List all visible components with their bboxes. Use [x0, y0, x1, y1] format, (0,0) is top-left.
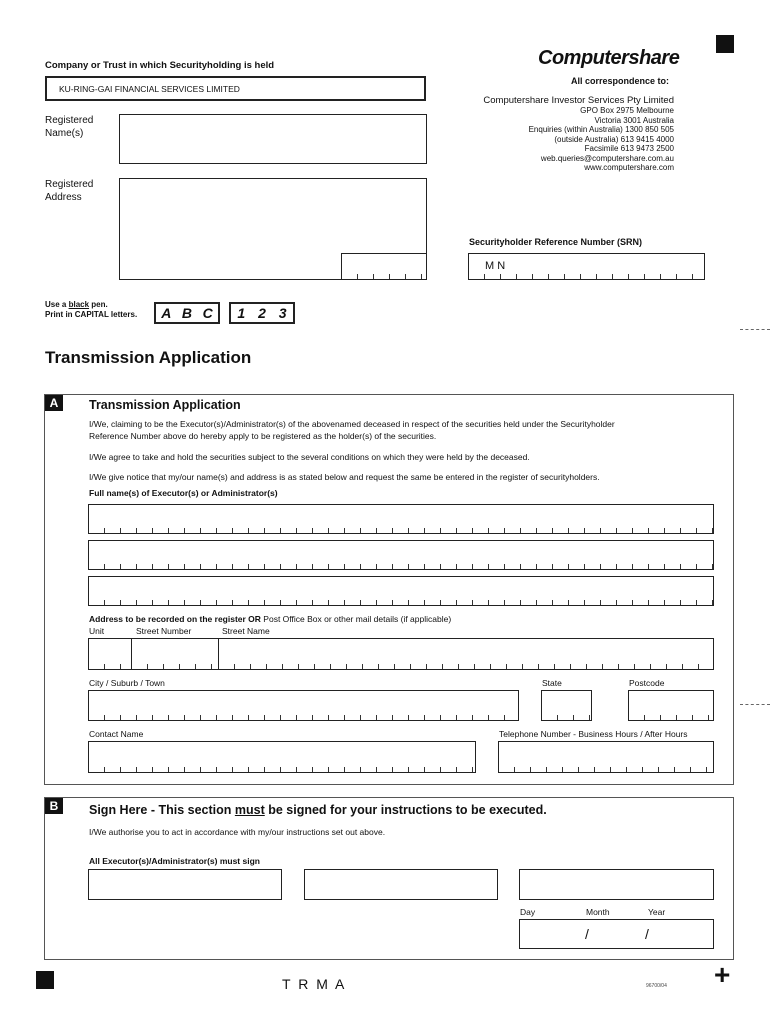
form-code: T R M A	[282, 976, 347, 992]
address-label: Address to be recorded on the register OR Post Office Box or other mail details (if applicable)	[89, 614, 452, 624]
example-digits-box	[229, 302, 295, 324]
postcode-label: Postcode	[629, 678, 665, 688]
contact-line: Computershare Investor Services Pty Limited	[483, 95, 674, 106]
computershare-logo: Computershare	[538, 47, 680, 69]
day-label: Day	[520, 907, 536, 917]
company-field[interactable]	[45, 76, 426, 101]
srn-value: M N	[485, 260, 506, 272]
street-number-label: Street Number	[136, 626, 192, 636]
example-letter: C	[202, 305, 213, 321]
contact-line: web.queries@computershare.com.au	[540, 153, 674, 163]
city-field[interactable]	[88, 690, 519, 721]
year-label: Year	[648, 907, 666, 917]
section-a-para3: I/We give notice that my/our name(s) and address is as stated below and request the same be entered in the register of securityholders.	[89, 472, 600, 482]
registered-postcode-field[interactable]	[341, 253, 427, 280]
section-b-heading: Sign Here - This section must be signed for your instructions to be executed.	[89, 803, 547, 817]
pen-instruction: Use a black pen. Print in CAPITAL letters.	[45, 300, 138, 319]
postcode-field[interactable]	[628, 690, 714, 721]
executor-name-field-1[interactable]	[88, 504, 714, 534]
unit-field[interactable]	[88, 638, 132, 670]
contact-name-field[interactable]	[88, 741, 476, 773]
example-digit: 2	[258, 305, 266, 321]
telephone-label: Telephone Number - Business Hours / After Hours	[499, 729, 688, 739]
registration-mark-bottom-left	[36, 971, 54, 989]
contact-line: www.computershare.com	[584, 163, 674, 172]
contact-line: Facsimile 613 9473 2500	[584, 144, 674, 153]
section-a-heading: Transmission Application	[89, 398, 241, 412]
unit-label: Unit	[89, 626, 105, 636]
form-tiny-code: 96700/04	[646, 983, 667, 989]
month-label: Month	[586, 907, 610, 917]
example-letter: B	[181, 305, 193, 321]
date-separator: /	[585, 926, 589, 942]
date-separator: /	[645, 926, 649, 942]
contact-name-label: Contact Name	[89, 729, 144, 739]
signature-field-2[interactable]	[304, 869, 498, 900]
section-a-para2: I/We agree to take and hold the securities subject to the several conditions on which they were held by the deceased.	[89, 452, 530, 462]
executor-name-field-2[interactable]	[88, 540, 714, 570]
contact-line: GPO Box 2975 Melbourne	[580, 106, 674, 115]
example-digit: 1	[237, 305, 246, 321]
signature-field-1[interactable]	[88, 869, 282, 900]
correspondence-label: All correspondence to:	[571, 76, 670, 86]
street-number-field[interactable]	[131, 638, 219, 670]
company-contact-block	[440, 95, 674, 173]
street-name-label: Street Name	[222, 626, 270, 636]
company-value: KU-RING-GAI FINANCIAL SERVICES LIMITED	[59, 84, 240, 94]
cut-mark-2	[740, 704, 770, 705]
example-letter: A	[161, 305, 172, 321]
registered-names-field[interactable]	[119, 114, 427, 164]
telephone-field[interactable]	[498, 741, 714, 773]
srn-field[interactable]	[468, 253, 705, 280]
registration-mark-top-right	[716, 35, 734, 53]
section-a-para1: I/We, claiming to be the Executor(s)/Administrator(s) of the abovenamed deceased in respect of the securities held under the Securityholder Reference Number above do hereby apply to be registered as the holder(s) of the securities.	[89, 419, 615, 441]
date-field[interactable]	[519, 919, 714, 949]
example-digit: 3	[278, 305, 287, 321]
section-a-tag: A	[45, 395, 63, 411]
state-field[interactable]	[541, 690, 592, 721]
full-names-label: Full name(s) of Executor(s) or Administrator(s)	[89, 488, 278, 498]
section-b-tag: B	[45, 798, 63, 814]
authorise-text: I/We authorise you to act in accordance with my/our instructions set out above.	[89, 827, 386, 837]
city-label: City / Suburb / Town	[89, 678, 165, 688]
page-title: Transmission Application	[45, 348, 252, 367]
street-name-field[interactable]	[218, 638, 714, 670]
executor-name-field-3[interactable]	[88, 576, 714, 606]
example-letters-box	[154, 302, 220, 324]
srn-label: Securityholder Reference Number (SRN)	[469, 237, 643, 247]
state-label: State	[542, 678, 562, 688]
contact-line: Enquiries (within Australia) 1300 850 505	[528, 125, 674, 134]
contact-line: (outside Australia) 613 9415 4000	[554, 134, 674, 144]
signature-field-3[interactable]	[519, 869, 714, 900]
contact-line: Victoria 3001 Australia	[594, 115, 674, 125]
company-label: Company or Trust in which Securityholding is held	[45, 60, 275, 71]
cut-mark-1	[740, 329, 770, 330]
registered-address-label: Registered Address	[45, 179, 94, 203]
crosshair-mark: +	[714, 959, 731, 990]
registered-names-label: Registered Name(s)	[45, 115, 94, 139]
sign-label: All Executor(s)/Administrator(s) must sign	[89, 856, 260, 866]
